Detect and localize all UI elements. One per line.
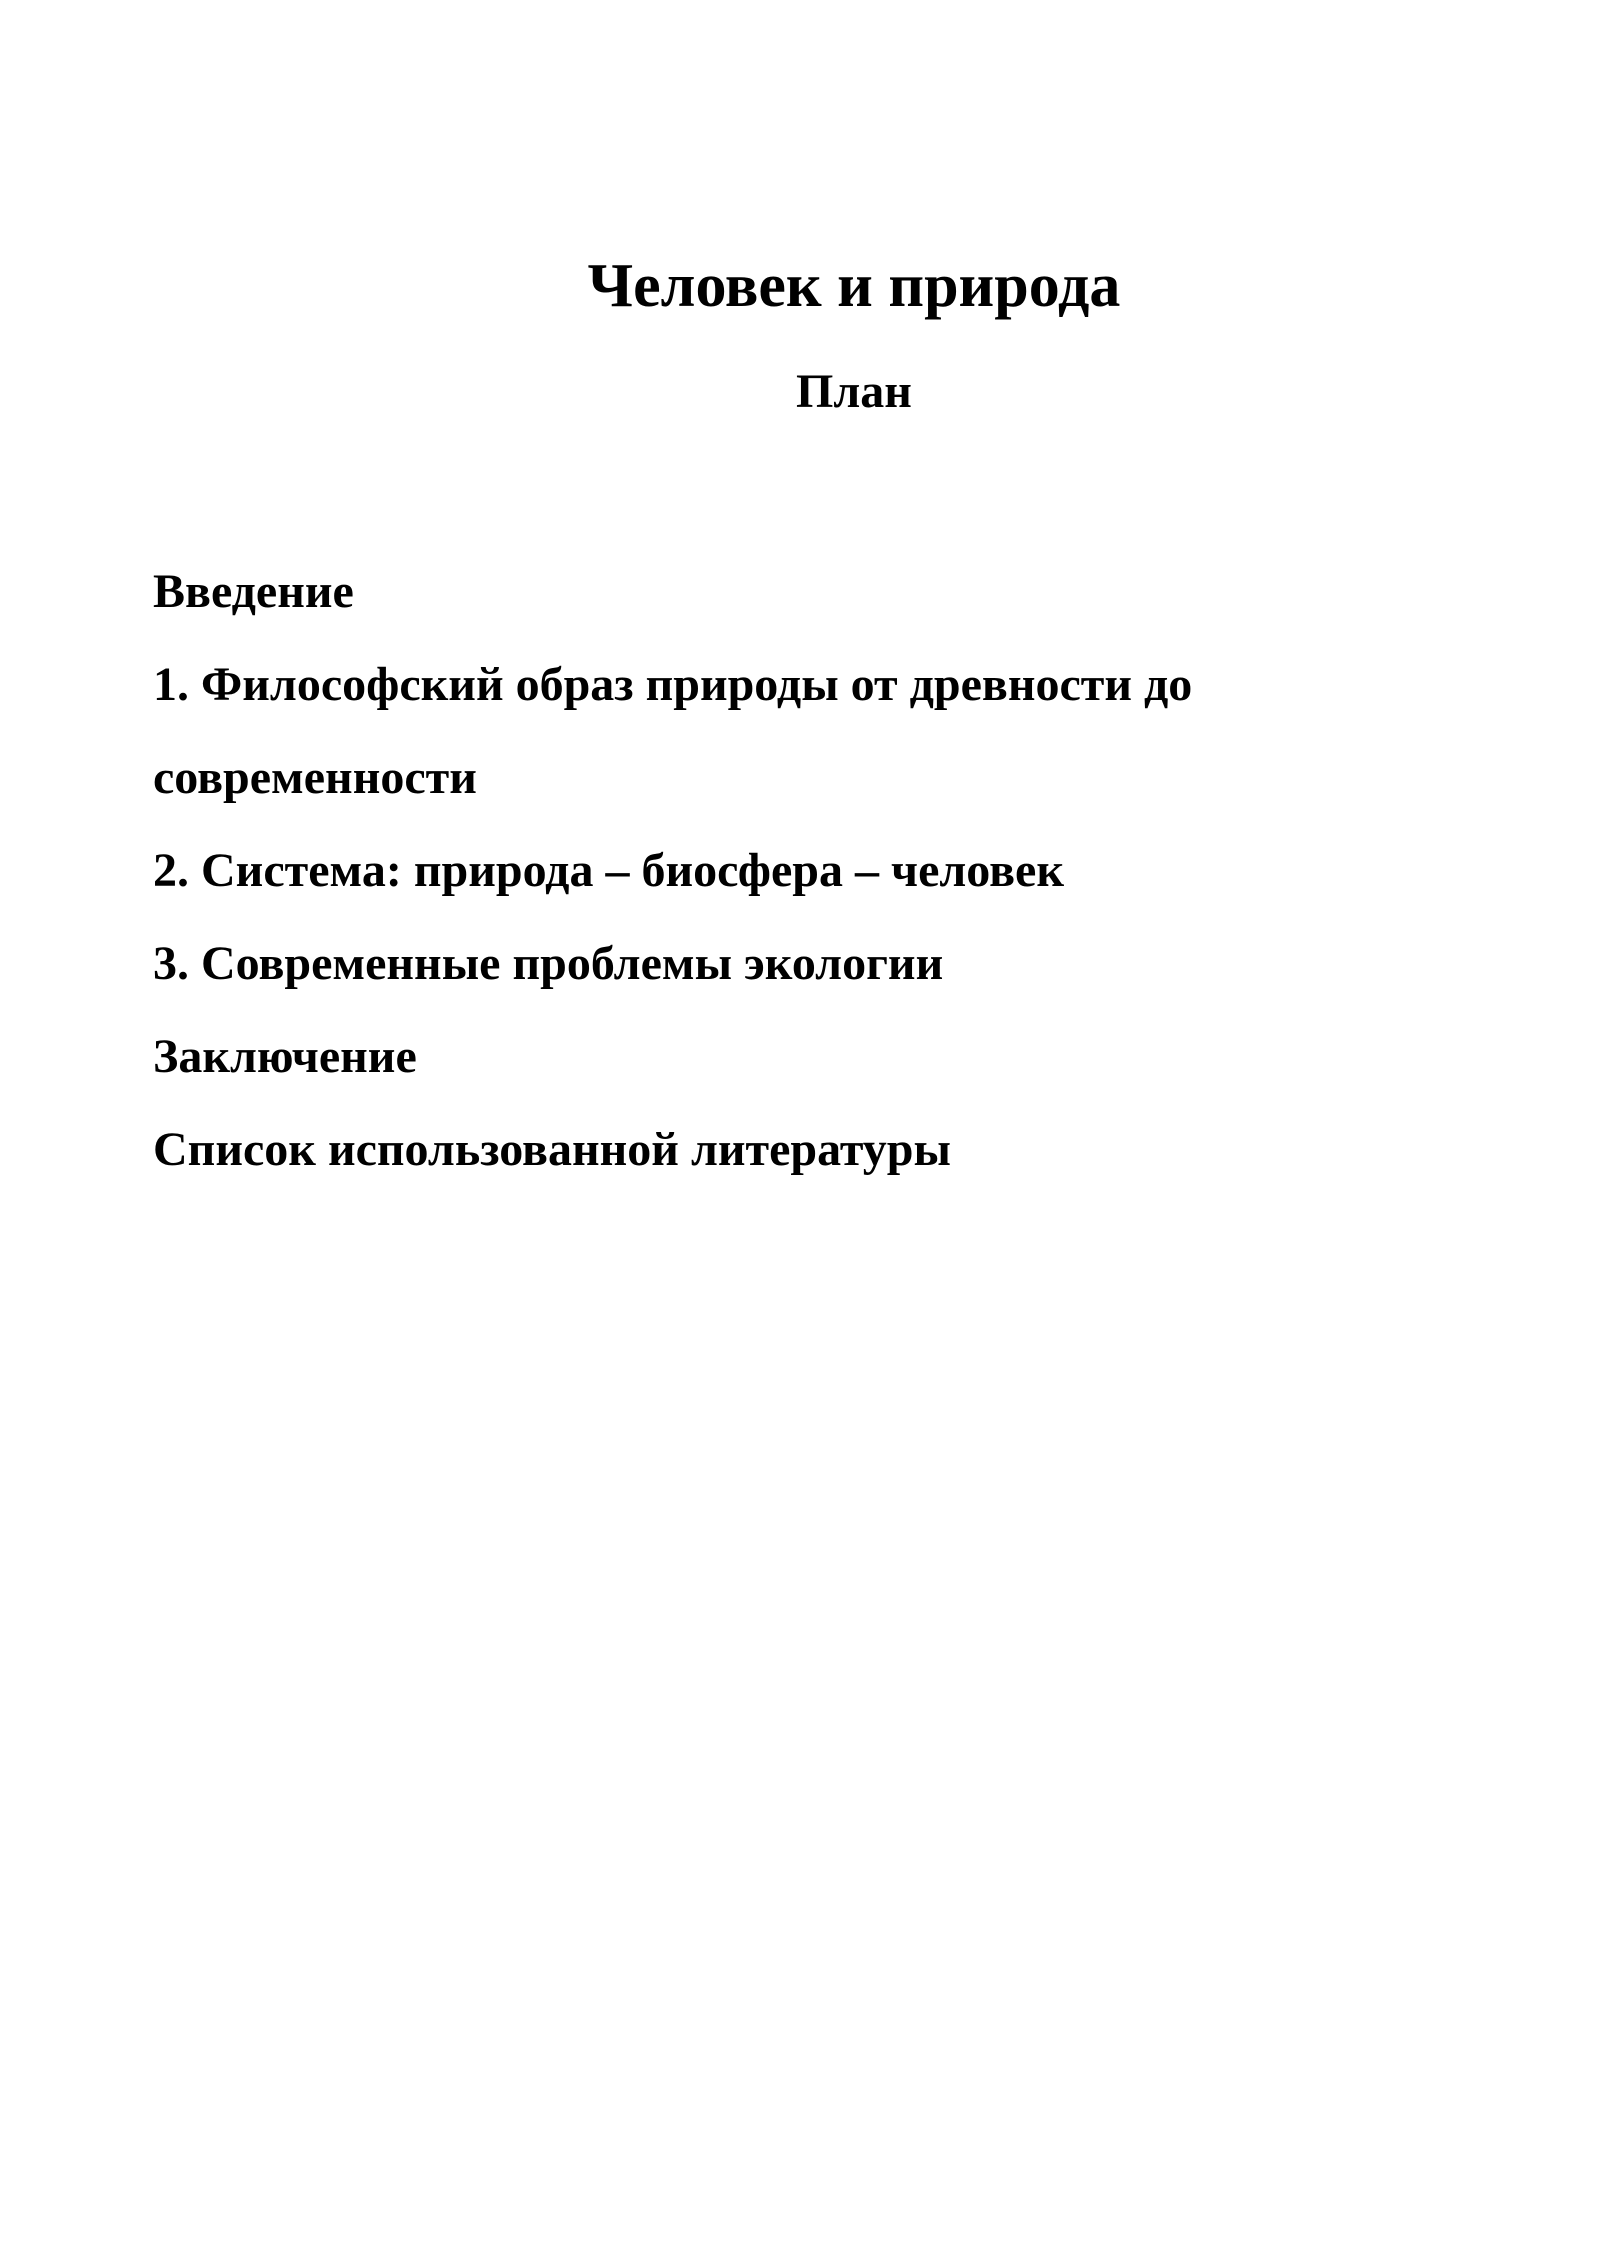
plan-item-introduction: Введение [153,565,354,618]
plan-item-1-line-1: 1. Философский образ природы от древности до [153,658,1193,711]
plan-heading: План [796,365,912,418]
plan-item-conclusion: Заключение [153,1030,417,1083]
plan-item-1-line-2: современности [153,751,477,804]
document-title: Человек и природа [587,252,1121,320]
plan-item-3: 3. Современные проблемы экологии [153,937,944,990]
plan-item-2: 2. Система: природа – биосфера – человек [153,844,1064,897]
plan-list [153,545,1453,1196]
plan-item-bibliography: Список использованной литературы [153,1123,951,1176]
